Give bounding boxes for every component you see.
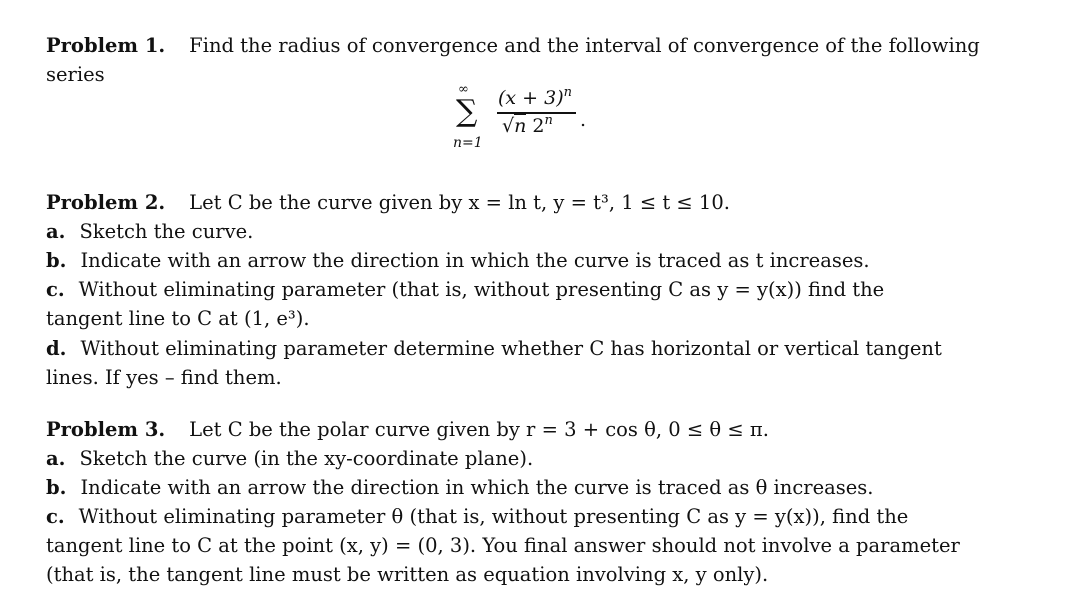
part-label: c. xyxy=(46,278,65,301)
problem2-intro: Let C be the curve given by x = ln t, y = t³, 1 ≤ t ≤ 10. xyxy=(189,191,730,214)
part-label: c. xyxy=(46,505,65,528)
series-formula xyxy=(440,83,610,159)
part-text: Without eliminating parameter θ (that is, without presenting C as y = y(x)), find the xyxy=(78,505,909,528)
part-label: a. xyxy=(46,447,66,470)
problem3-part-a xyxy=(46,447,533,471)
problem3-part-b xyxy=(46,476,874,500)
problem2-part-a xyxy=(46,220,253,244)
part-text: Indicate with an arrow the direction in which the curve is traced as t increases. xyxy=(80,249,870,272)
denominator-base: 2 xyxy=(526,115,545,137)
sqrt-argument: n xyxy=(514,115,527,137)
part-text: Without eliminating parameter determine whether C has horizontal or vertical tangent xyxy=(80,337,942,360)
fraction-numerator xyxy=(498,87,572,109)
part-text: Without eliminating parameter (that is, without presenting C as y = y(x)) find the xyxy=(78,278,885,301)
problem3-part-c-line3 xyxy=(46,563,768,587)
problem3-intro: Let C be the polar curve given by r = 3 + cos θ, 0 ≤ θ ≤ π. xyxy=(189,418,769,441)
problem1-line2 xyxy=(46,63,105,87)
problem2-part-d-line2 xyxy=(46,366,282,390)
problem1-line1 xyxy=(46,34,980,58)
part-text: Sketch the curve (in the xy-coordinate plane). xyxy=(79,447,534,470)
part-text: Indicate with an arrow the direction in which the curve is traced as θ increases. xyxy=(80,476,874,499)
problem3-label: Problem 3. xyxy=(46,418,166,441)
part-text-cont: (that is, the tangent line must be written as equation involving x, y only). xyxy=(46,563,769,586)
part-label: a. xyxy=(46,220,66,243)
part-label: b. xyxy=(46,476,67,499)
numerator-base: (x + 3) xyxy=(498,87,564,109)
sum-upper-limit: ∞ xyxy=(458,82,469,97)
problem2-intro-line xyxy=(46,191,730,215)
fraction-denominator xyxy=(502,114,553,138)
part-text-cont: lines. If yes – find them. xyxy=(46,366,282,389)
numerator-exponent: n xyxy=(563,85,573,100)
formula-period: . xyxy=(580,109,587,131)
problem2-part-b xyxy=(46,249,870,273)
problem2-label: Problem 2. xyxy=(46,191,166,214)
sqrt-sign: √ xyxy=(502,115,515,137)
problem3-part-c-line2 xyxy=(46,534,960,558)
problem1-statement-cont: series xyxy=(46,63,105,86)
problem2-part-c-line2 xyxy=(46,307,310,331)
part-label: b. xyxy=(46,249,67,272)
problem1-statement: Find the radius of convergence and the interval of convergence of the following xyxy=(189,34,980,57)
sum-lower-limit: n=1 xyxy=(453,135,483,151)
part-text: Sketch the curve. xyxy=(79,220,254,243)
denominator-exponent: n xyxy=(544,113,553,128)
problem2-part-c-line1 xyxy=(46,278,884,302)
problem3-part-c-line1 xyxy=(46,505,908,529)
problem3-intro-line xyxy=(46,418,769,442)
part-text-cont: tangent line to C at (1, e³). xyxy=(46,307,310,330)
part-label: d. xyxy=(46,337,67,360)
problem1-label: Problem 1. xyxy=(46,34,166,57)
summation-symbol: ∑ xyxy=(456,94,478,129)
part-text-cont: tangent line to C at the point (x, y) = (0, 3). You final answer should not involve a parameter xyxy=(46,534,960,557)
problem2-part-d-line1 xyxy=(46,337,942,361)
